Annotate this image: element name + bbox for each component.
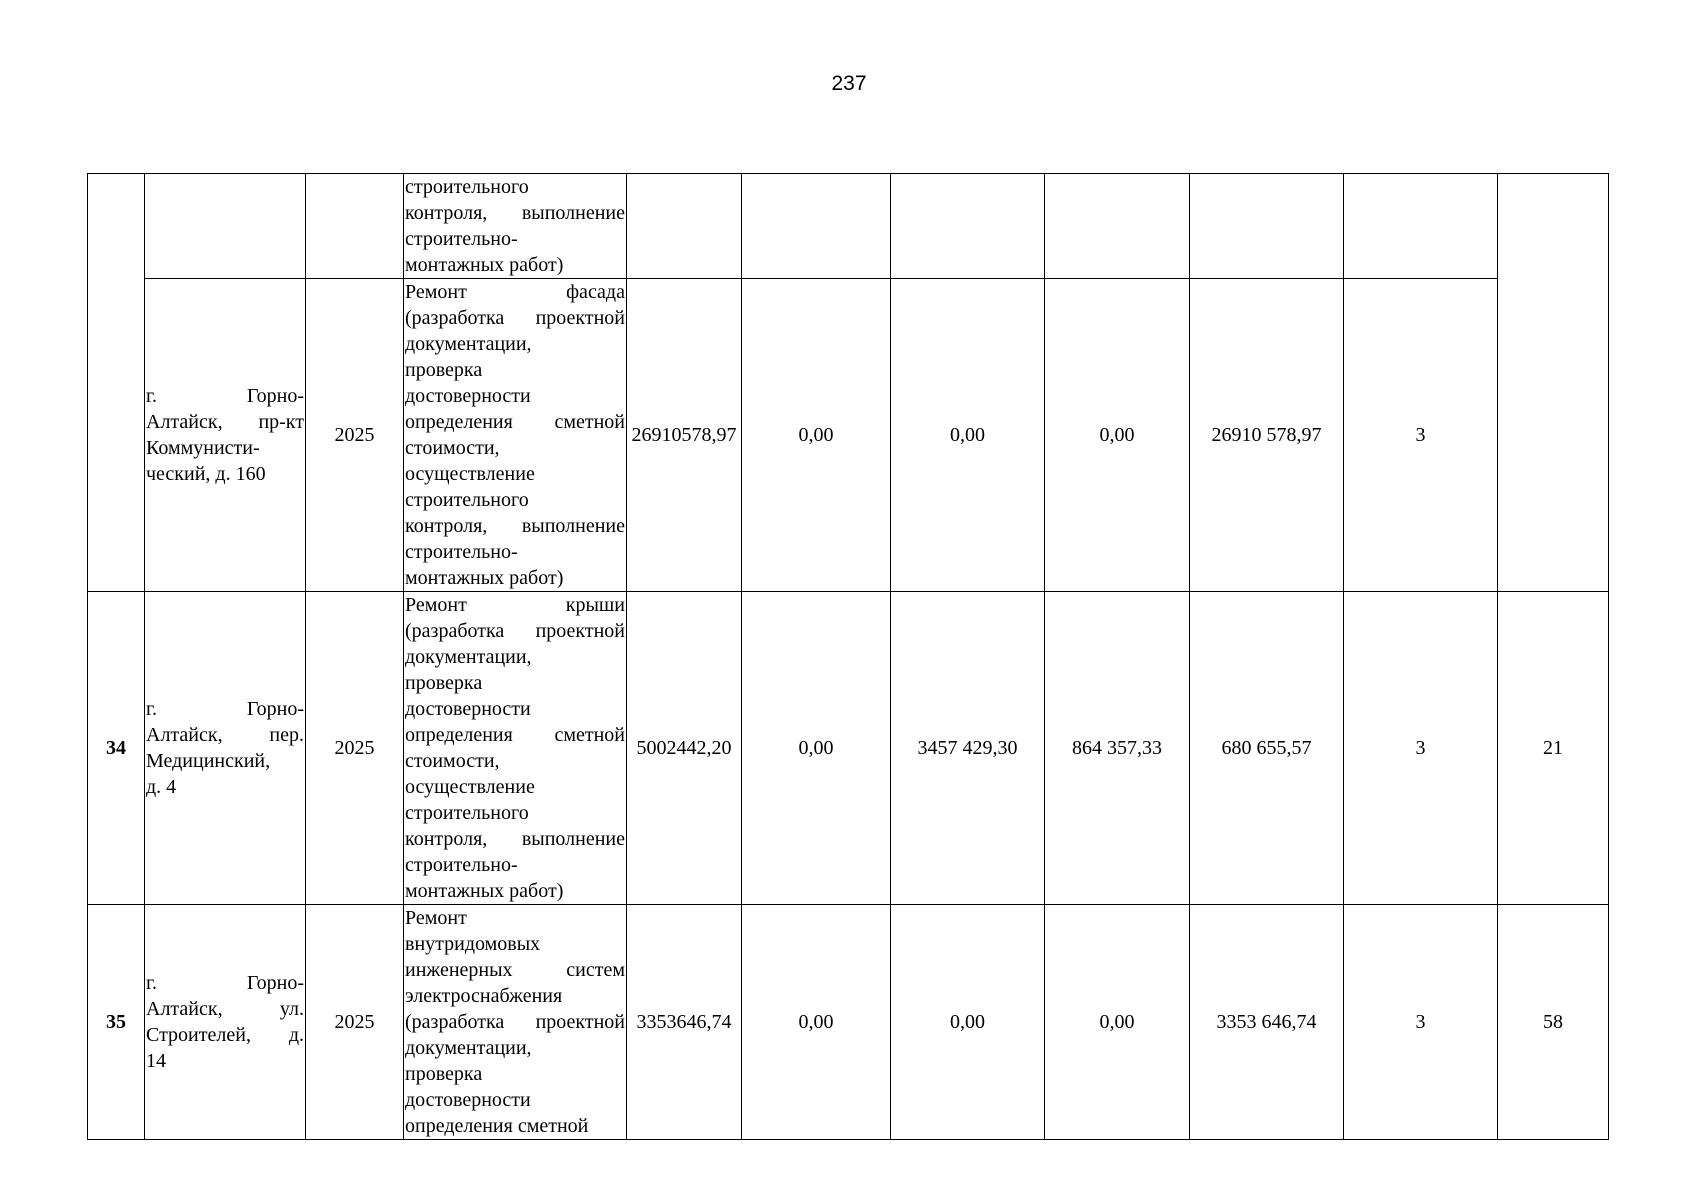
amount-cell-c5 (1344, 174, 1498, 279)
address-line: г. Горно- (146, 385, 304, 407)
work-line: Ремонт (405, 907, 467, 929)
work-line: проверка (405, 672, 483, 694)
total-cost-cell: 3353646,74 (627, 905, 742, 1140)
year-cell (306, 174, 404, 279)
year-cell: 2025 (306, 592, 404, 905)
amount-cell-c3 (1045, 174, 1190, 279)
work-line: Ремонт крыши (405, 594, 625, 616)
amount-cell-c1: 0,00 (742, 905, 891, 1140)
work-line: инженерных систем (405, 959, 625, 981)
work-line: осуществление (405, 776, 535, 798)
amount-cell-c3: 864 357,33 (1045, 592, 1190, 905)
amount-cell-c4: 26910 578,97 (1190, 279, 1344, 592)
amount-cell-c2: 0,00 (891, 279, 1045, 592)
work-line: стоимости, (405, 437, 500, 459)
work-line: строительно- (405, 854, 518, 876)
work-line: внутридомовых (405, 933, 541, 955)
table-row (88, 905, 1609, 1140)
work-line: монтажных работ) (405, 567, 564, 589)
work-line: электроснабжения (405, 985, 563, 1007)
work-line: стоимости, (405, 750, 500, 772)
table-row (88, 592, 1609, 905)
total-cost-cell: 26910578,97 (627, 279, 742, 592)
amount-cell-c3: 0,00 (1045, 905, 1190, 1140)
amount-cell-c4: 680 655,57 (1190, 592, 1344, 905)
work-line: документации, (405, 333, 532, 355)
amount-cell-c4 (1190, 174, 1344, 279)
work-line: (разработка проектной (405, 1011, 625, 1033)
year-cell: 2025 (306, 905, 404, 1140)
work-line: документации, (405, 646, 532, 668)
address-line: г. Горно- (146, 972, 304, 994)
address-line: Коммунисти- (146, 437, 260, 459)
address-line: Алтайск, ул. (146, 998, 304, 1020)
work-line: определения сметной (405, 1115, 589, 1137)
work-line: строительного (405, 802, 529, 824)
work-description-cell (404, 905, 627, 1140)
work-line: достоверности (405, 385, 531, 407)
work-line: осуществление (405, 463, 535, 485)
amount-cell-c1 (742, 174, 891, 279)
amount-cell-c1: 0,00 (742, 279, 891, 592)
amount-cell-c2 (891, 174, 1045, 279)
amount-cell-c1: 0,00 (742, 592, 891, 905)
page-number: 237 (831, 72, 867, 95)
repair-program-table (87, 173, 1609, 1140)
address-line: Строителей, д. (146, 1024, 304, 1046)
work-line: строительно- (405, 228, 518, 250)
last-column-cell (1498, 174, 1609, 592)
address-line: д. 4 (146, 776, 177, 798)
total-cost-cell: 5002442,20 (627, 592, 742, 905)
table-row (88, 279, 1609, 592)
address-cell (145, 592, 306, 905)
address-line: Алтайск, пер. (146, 724, 304, 746)
work-line: достоверности (405, 1089, 531, 1111)
address-line: 14 (146, 1050, 166, 1072)
address-line: Медицинский, (146, 750, 271, 772)
total-cost-cell (627, 174, 742, 279)
work-description-cell (404, 279, 627, 592)
address-line: Алтайск, пр-кт (146, 411, 304, 433)
work-line: проверка (405, 359, 483, 381)
work-line: монтажных работ) (405, 254, 564, 276)
work-line: монтажных работ) (405, 880, 564, 902)
amount-cell-c5: 3 (1344, 905, 1498, 1140)
work-line: определения сметной (405, 411, 625, 433)
work-line: контроля, выполнение (405, 515, 625, 537)
address-cell (145, 279, 306, 592)
amount-cell-c3: 0,00 (1045, 279, 1190, 592)
amount-cell-c5: 3 (1344, 279, 1498, 592)
work-line: (разработка проектной (405, 620, 625, 642)
row-number-cell: 34 (88, 592, 145, 905)
work-line: контроля, выполнение (405, 202, 625, 224)
address-cell (145, 174, 306, 279)
amount-cell-c2: 0,00 (891, 905, 1045, 1140)
address-line: ческий, д. 160 (146, 463, 266, 485)
address-cell (145, 905, 306, 1140)
work-line: контроля, выполнение (405, 828, 625, 850)
last-column-cell: 58 (1498, 905, 1609, 1140)
year-cell: 2025 (306, 279, 404, 592)
work-line: строительно- (405, 541, 518, 563)
work-description-cell (404, 592, 627, 905)
amount-cell-c5: 3 (1344, 592, 1498, 905)
work-description-cell (404, 174, 627, 279)
table-row (88, 174, 1609, 279)
work-line: строительного (405, 176, 529, 198)
work-line: достоверности (405, 698, 531, 720)
address-line: г. Горно- (146, 698, 304, 720)
row-number-cell (88, 174, 145, 592)
amount-cell-c2: 3457 429,30 (891, 592, 1045, 905)
amount-cell-c4: 3353 646,74 (1190, 905, 1344, 1140)
work-line: документации, (405, 1037, 532, 1059)
row-number-cell: 35 (88, 905, 145, 1140)
last-column-cell: 21 (1498, 592, 1609, 905)
work-line: определения сметной (405, 724, 625, 746)
work-line: Ремонт фасада (405, 281, 625, 303)
work-line: строительного (405, 489, 529, 511)
work-line: проверка (405, 1063, 483, 1085)
work-line: (разработка проектной (405, 307, 625, 329)
